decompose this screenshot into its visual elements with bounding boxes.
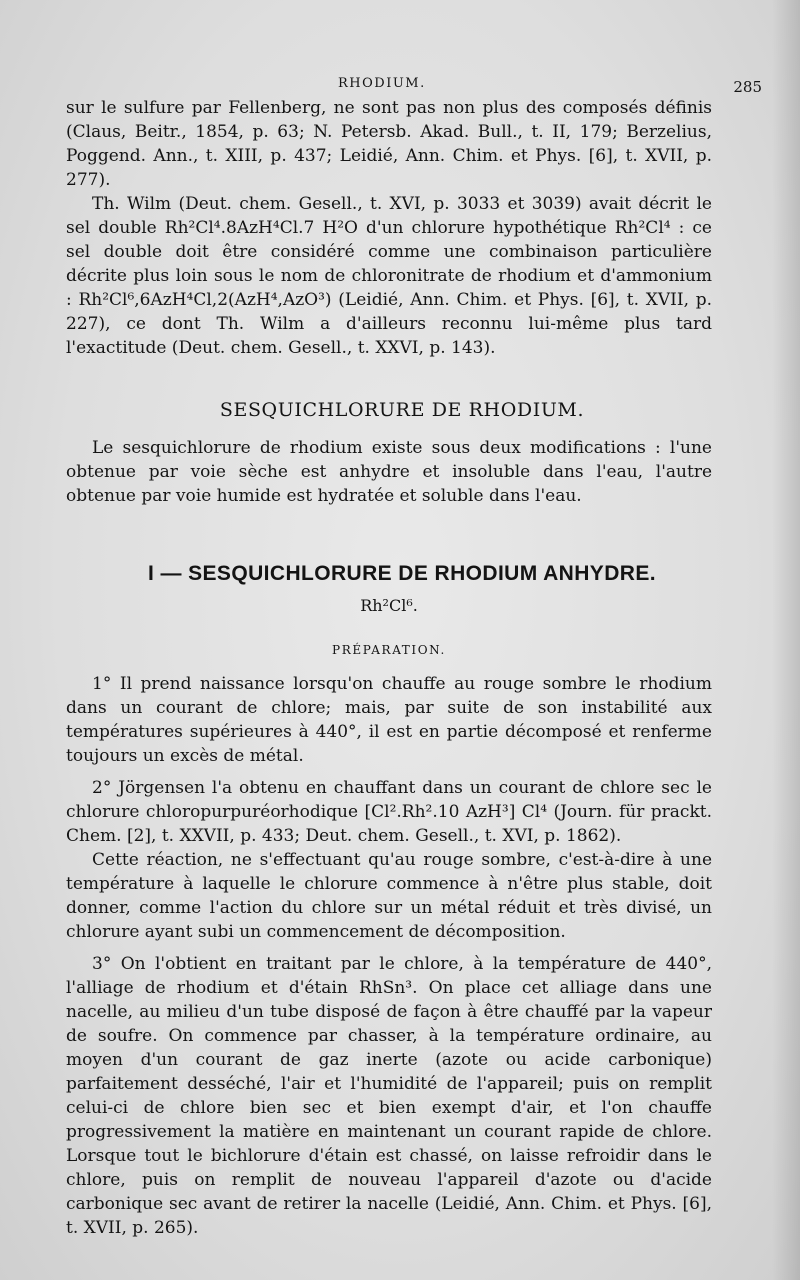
page-number: 285 bbox=[733, 78, 762, 96]
preparation-item-3: 3° On l'obtient en traitant par le chlore, à la température de 440°, l'alliage de rhodium et d'étain RhSn³. On place cet alliage dans une nacelle, au milieu d'un tube disposé de façon à être chauffé par la vapeur de soufre. On commence par chasser, à la température ordinaire, au moyen d'un courant de gaz inerte (azote ou acide carbonique) parfaitement desséché, l'air et l'humidité de l'appareil; puis on remplit celui-ci de chlore bien sec et bien exempt d'air, et l'on chauffe progressivement la matière en maintenant un courant rapide de chlore. Lorsque tout le bichlorure d'étain est chassé, on laisse refroidir dans le chlore, puis on remplit de nouveau l'appareil d'azote ou d'acide carbonique sec avant de retirer la nacelle (Leidié, Ann. Chim. et Phys. [6], t. XVII, p. 265). bbox=[66, 954, 712, 1238]
spacer bbox=[66, 360, 712, 398]
subsection-title: I — SESQUICHLORURE DE RHODIUM ANHYDRE. bbox=[148, 562, 656, 585]
spacer bbox=[66, 422, 712, 436]
preparation-heading: PRÉPARATION. bbox=[332, 643, 446, 657]
paragraph-modifications: Le sesquichlorure de rhodium existe sous deux modifications : l'une obtenue par voie sèche est anhydre et insoluble dans l'eau, l'autre obtenue par voie humide est hydratée et soluble dans l'eau. bbox=[66, 438, 712, 506]
spacer bbox=[66, 508, 712, 562]
page-body bbox=[66, 96, 712, 1240]
chemical-formula: Rh²Cl⁶. bbox=[360, 596, 418, 615]
running-title: RHODIUM. bbox=[338, 76, 426, 91]
page-edge-shadow bbox=[772, 0, 800, 1280]
preparation-item-2-note: Cette réaction, ne s'effectuant qu'au rouge sombre, c'est-à-dire à une température à laquelle le chlorure commence à n'être plus stable, doit donner, comme l'action du chlore sur un métal réduit et très divisé, un chlorure ayant subi un commencement de décomposition. bbox=[66, 850, 712, 942]
paragraph-wilm: Th. Wilm (Deut. chem. Gesell., t. XVI, p. 3033 et 3039) avait décrit le sel double Rh²Cl⁴.8AzH⁴Cl.7 H²O d'un chlorure hypothétique Rh²Cl⁴ : ce sel double doit être considéré comme une combinaison particulière décrite plus loin sous le nom de chloronitrate de rhodium et d'ammonium : Rh²Cl⁶,6AzH⁴Cl,2(AzH⁴,AzO³) (Leidié, Ann. Chim. et Phys. [6], t. XVII, p. 227), ce dont Th. Wilm a d'ailleurs reconnu lui-même plus tard l'exactitude (Deut. chem. Gesell., t. XXVI, p. 143). bbox=[66, 194, 712, 358]
preparation-item-1: 1° Il prend naissance lorsqu'on chauffe au rouge sombre le rhodium dans un courant de chlore; mais, par suite de son instabilité aux températures supérieures à 440°, il est en partie décomposé et renferme toujours un excès de métal. bbox=[66, 674, 712, 766]
preparation-item-2: 2° Jörgensen l'a obtenu en chauffant dans un courant de chlore sec le chlorure chloropurpuréorhodique [Cl².Rh².10 AzH³] Cl⁴ (Journ. für prackt. Chem. [2], t. XXVII, p. 433; Deut. chem. Gesell., t. XVI, p. 1862). bbox=[66, 778, 712, 846]
spacer bbox=[66, 768, 712, 776]
spacer bbox=[66, 944, 712, 952]
paragraph-continued: sur le sulfure par Fellenberg, ne sont pas non plus des composés définis (Claus, Beitr., 1854, p. 63; N. Petersb. Akad. Bull., t. II, 179; Berzelius, Poggend. Ann., t. XIII, p. 437; Leidié, Ann. Chim. et Phys. [6], t. XVII, p. 277). bbox=[66, 98, 712, 190]
section-title: SESQUICHLORURE DE RHODIUM. bbox=[219, 399, 585, 421]
